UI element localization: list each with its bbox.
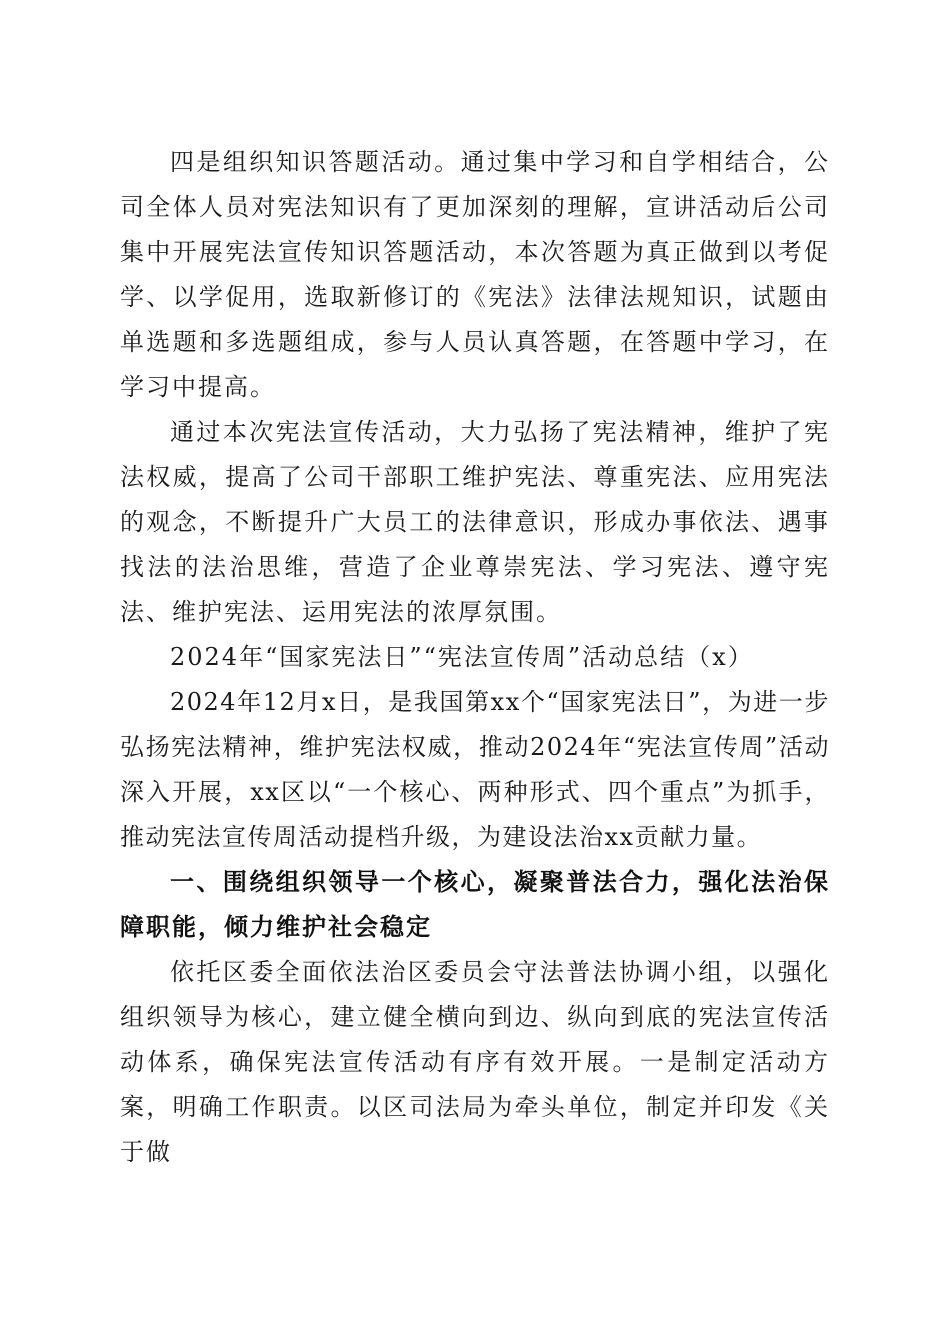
document-body <box>120 140 830 1175</box>
paragraph-lead: 四是组织知识答题活动。 <box>170 148 461 176</box>
section-title-text: 2024年“国家宪法日”“宪法宣传周”活动总结（x） <box>170 643 754 671</box>
paragraph-text: 依托区委全面依法治区委员会守法普法协调小组，以强化组织领导为核心，建立健全横向到边、纵向到底的宪法宣传活动体系，确保宪法宣传活动有序有效开展。一是制定活动方案，明确工作职责。以区司法局为牵头单位，制定并印发《关于做 <box>120 958 830 1166</box>
paragraph-intro <box>120 680 830 860</box>
paragraph-text: 通过本次宪法宣传活动，大力弘扬了宪法精神，维护了宪法权威，提高了公司干部职工维护宪法、尊重宪法、应用宪法的观念，不断提升广大员工的法律意识，形成办事依法、遇事找法的法治思维，营造了企业尊崇宪法、学习宪法、遵守宪法、维护宪法、运用宪法的浓厚氛围。 <box>120 418 830 626</box>
section-title <box>120 635 830 680</box>
paragraph-knowledge-quiz <box>120 140 830 410</box>
paragraph-text: 通过集中学习和自学相结合，公司全体人员对宪法知识有了更加深刻的理解，宣讲活动后公司集中开展宪法宣传知识答题活动，本次答题为真正做到以考促学、以学促用，选取新修订的《宪法》法律法规知识，试题由单选题和多选题组成，参与人员认真答题，在答题中学习，在学习中提高。 <box>120 148 831 401</box>
heading-one: 一、围绕组织领导一个核心，凝聚普法合力，强化法治保障职能，倾力维护社会稳定 <box>120 868 830 941</box>
paragraph-organization <box>120 950 830 1175</box>
paragraph-summary <box>120 410 830 635</box>
paragraph-text: 2024年12月x日，是我国第xx个“国家宪法日”，为进一步弘扬宪法精神，维护宪法权威，推动2024年“宪法宣传周”活动深入开展，xx区以“一个核心、两种形式、四个重点”为抓手，推动宪法宣传周活动提档升级，为建设法治xx贡献力量。 <box>120 688 830 851</box>
